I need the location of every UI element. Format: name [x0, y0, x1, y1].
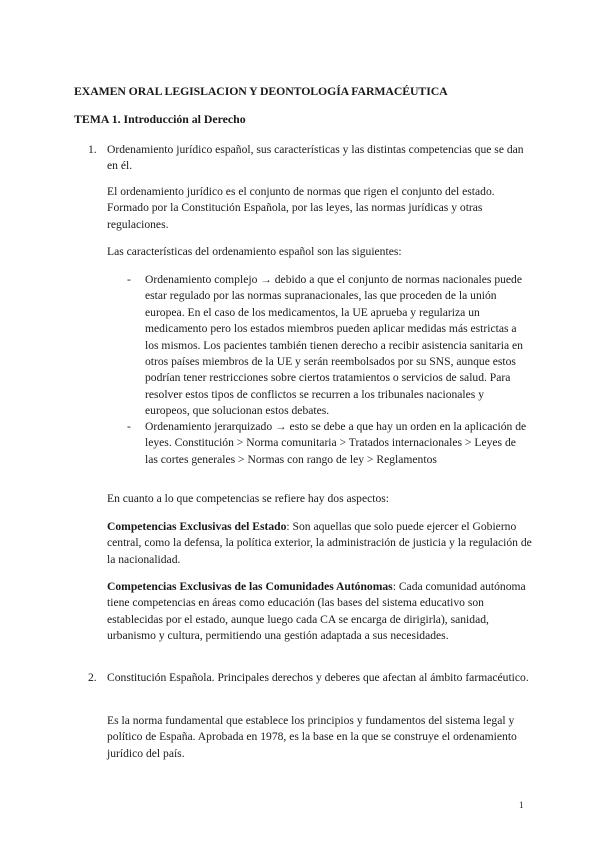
answer-paragraph: Es la norma fundamental que establece los principios y fundamentos del sistema legal y político de España. Aprobada en 1978, es la base en la que se construye el ordenamiento jurídico del país.: [107, 714, 517, 760]
page-number: 1: [519, 800, 524, 810]
competence-state-text: : Son aquellas que solo puede ejercer el Gobierno central, como la defensa, la política exterior, la administración de justicia y la regulación de la nacionalidad.: [107, 520, 532, 566]
question-text: Constitución Española. Principales derechos y deberes que afectan al ámbito farmacéutico.: [107, 671, 529, 684]
document-title: EXAMEN ORAL LEGISLACION Y DEONTOLOGÍA FARMACÉUTICA: [74, 84, 448, 98]
answer-paragraph: El ordenamiento jurídico es el conjunto de normas que rigen el conjunto del estado. Formado por la Constitución Española, por las leyes, las normas jurídicas y otras regulaciones.: [107, 185, 495, 231]
question-number: 2.: [88, 671, 97, 684]
list-item: Ordenamiento jerarquizado → esto se debe a que hay un orden en la aplicación de leyes. Constitución > Norma comunitaria > Tratados internacionales > Leyes de las cortes generales > Normas con rango de ley > Reglamentos: [145, 420, 527, 466]
competence-state-lead: Competencias Exclusivas del Estado: [107, 520, 287, 533]
list-bullet: -: [127, 273, 131, 286]
list-item: Ordenamiento complejo → debido a que el conjunto de normas nacionales puede estar regulado por las normas supranacionales, las que proceden de la unión europea. En el caso de los medicamentos, la UE aprueba y regulariza un medicamento pero los estados miembros pueden aplicar medidas más estrictas a los mismos. Los pacientes también tienen derecho a recibir asistencia sanitaria en otros países miembros de la UE y serán reembolsados por su SNS, aunque estos podrían tener restricciones sobre ciertos tratamientos o servicios de salud. Para resolver estos tipos de conflictos se recurren a los tribunales nacionales y europeos, que solucionan estos debates.: [145, 273, 523, 418]
question-number: 1.: [88, 143, 97, 156]
answer-paragraph: En cuanto a lo que competencias se refiere hay dos aspectos:: [107, 492, 390, 505]
competence-ca-text: : Cada comunidad autónoma tiene competencias en áreas como educación (las bases del sistema educativo son establecidas por el estado, aunque luego cada CA se encarga de dirigirla), sanidad, urbanismo y cultura, permitiendo una gestión adaptada a sus necesidades.: [107, 580, 526, 643]
competence-ca-lead: Competencias Exclusivas de las Comunidades Autónomas: [107, 580, 393, 593]
competence-state-paragraph: [107, 519, 537, 568]
list-bullet: -: [127, 420, 131, 433]
question-text: Ordenamiento jurídico español, sus características y las distintas competencias que se dan en él.: [107, 143, 524, 173]
topic-heading: TEMA 1. Introducción al Derecho: [74, 112, 246, 126]
competence-ca-paragraph: [107, 579, 537, 645]
answer-paragraph: Las características del ordenamiento español son las siguientes:: [107, 245, 402, 258]
